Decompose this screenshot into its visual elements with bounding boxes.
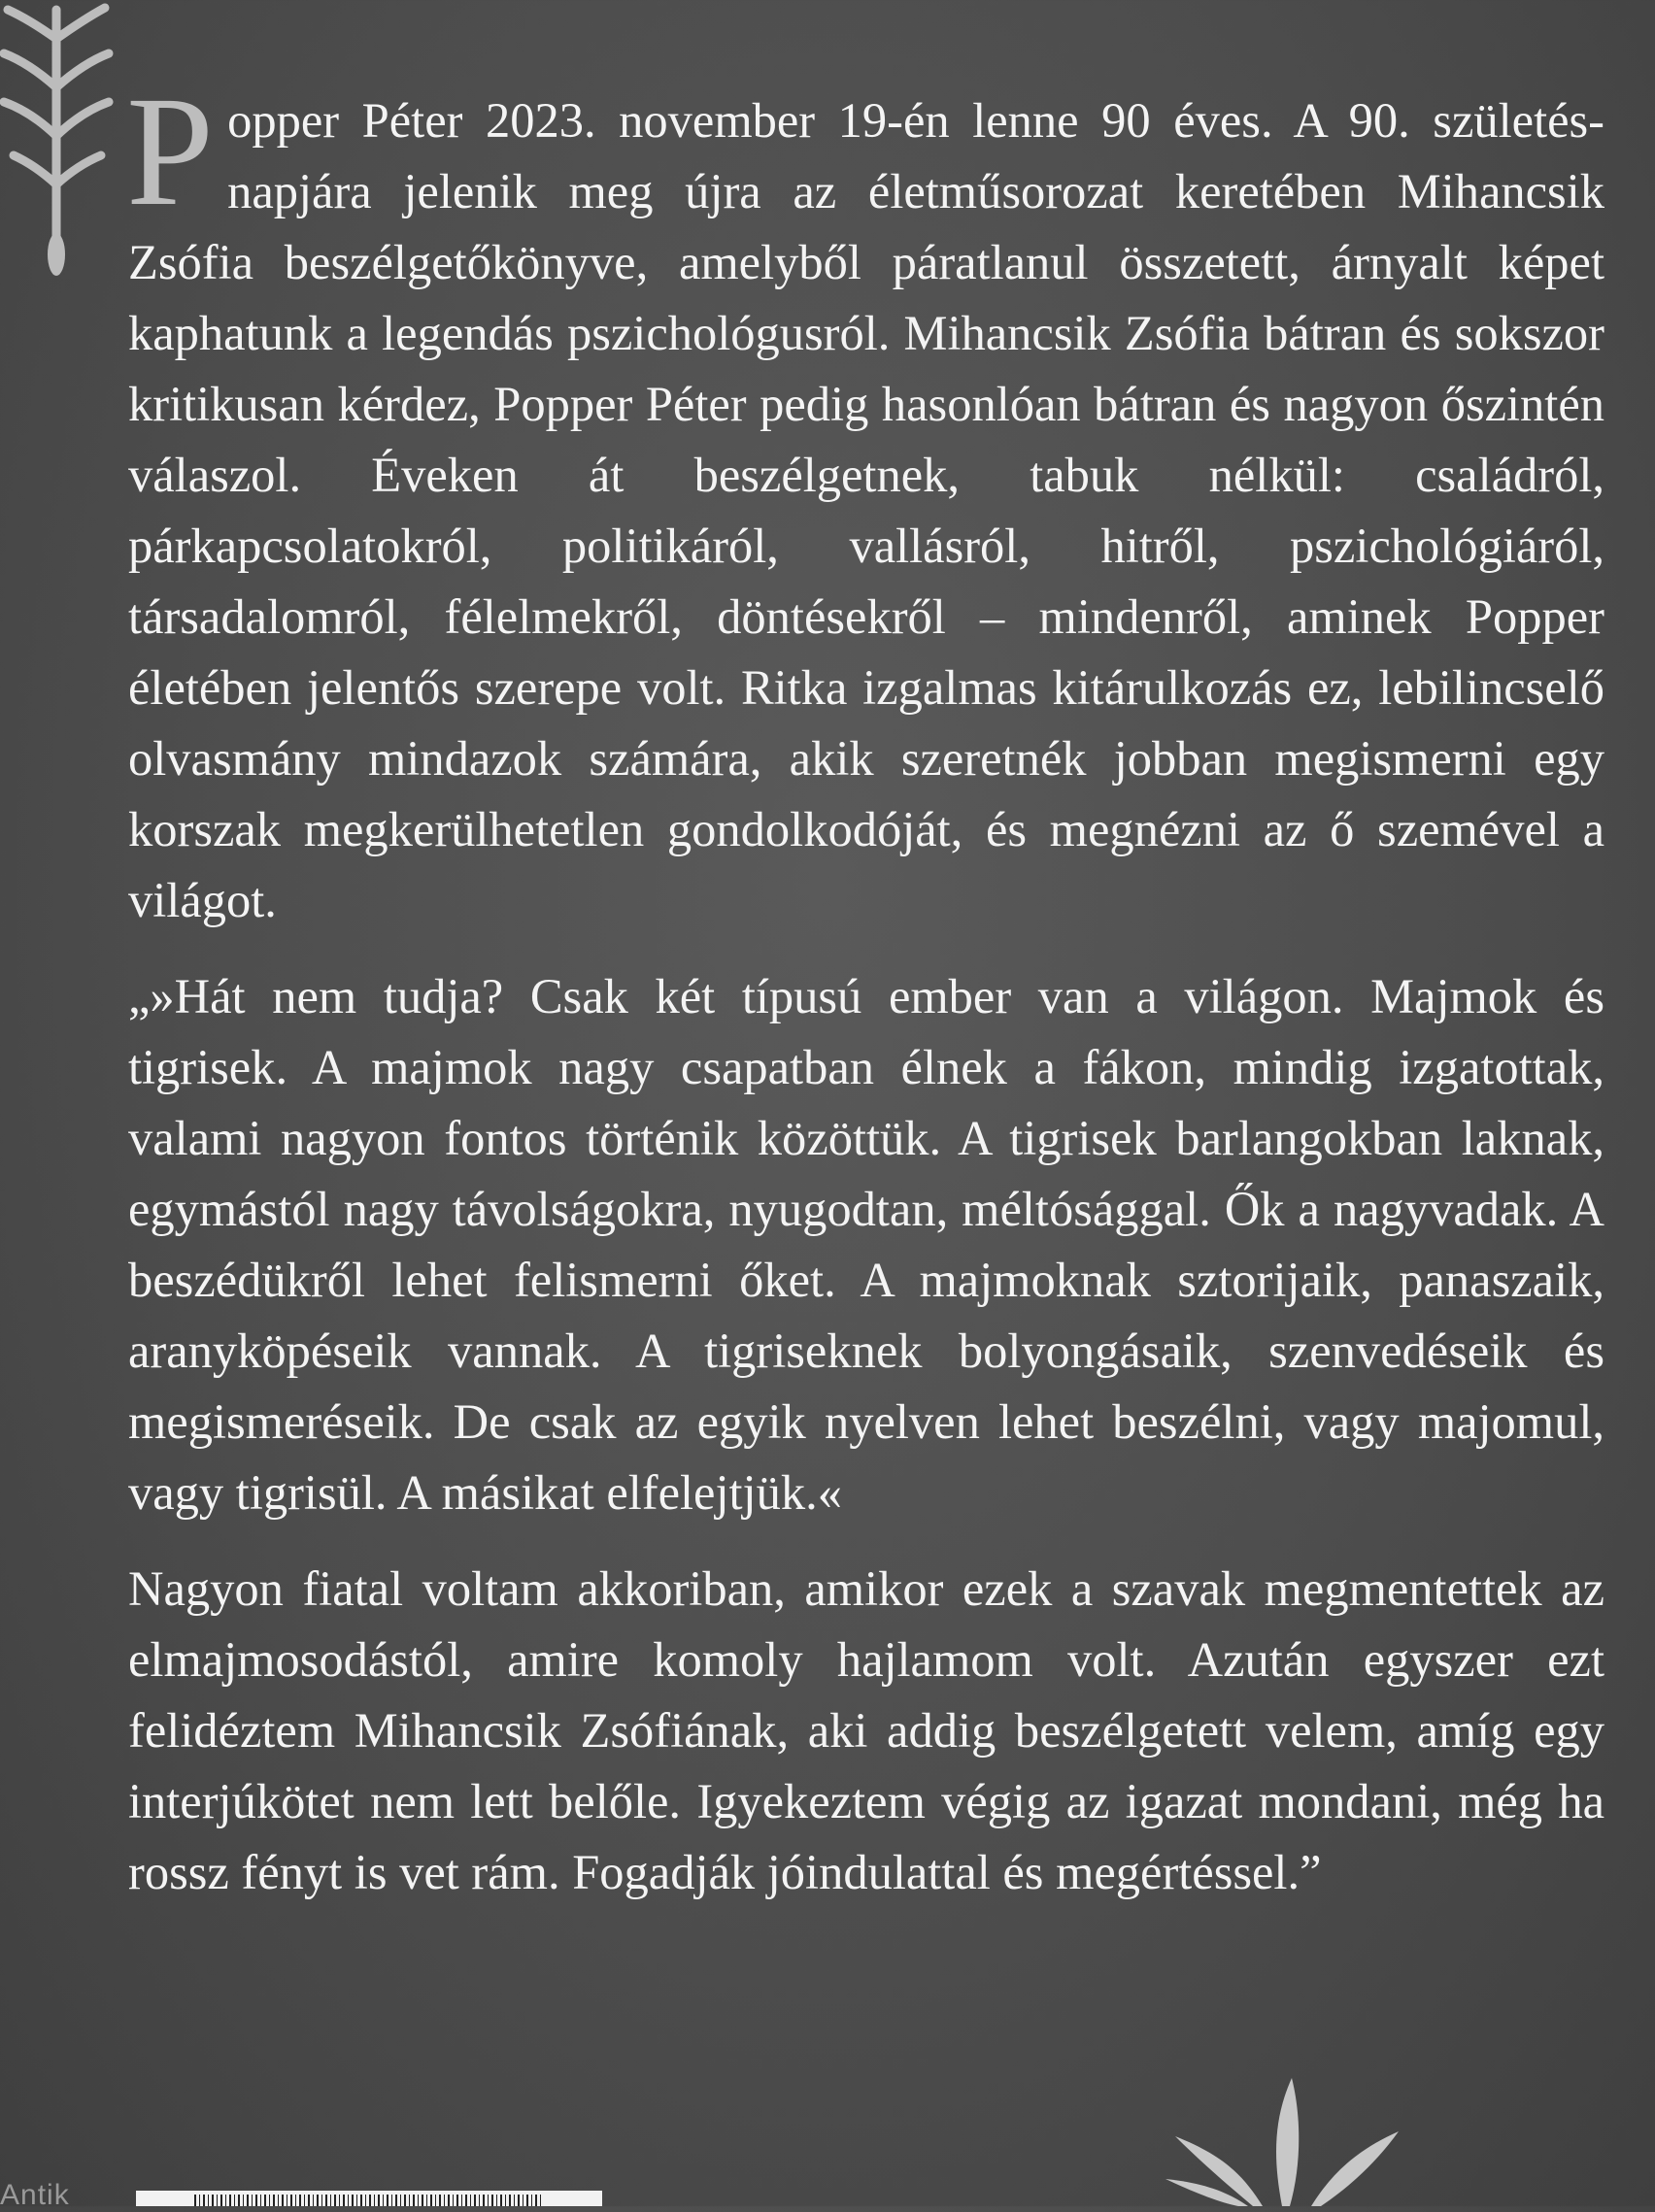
- publisher-logo-fragment: Antik: [0, 2179, 70, 2211]
- barcode-icon: [194, 2195, 544, 2206]
- closing-paragraph: Nagyon fiatal voltam akkoriban, amikor ezek a szavak megmentettek az elmajmosodástól, amire komoly hajlamom volt. Azután egyszer ezt felidéztem Mihancsik Zsófiának, aki addig beszélgetett velem, amíg egy interjúkötet nem lett belőle. Igyekeztem végig az igazat mondani, még ha rossz fényt is vet rám. Fogadják jóindulattal és megértéssel.”: [128, 1561, 1604, 1899]
- drop-cap: P: [126, 65, 215, 239]
- barcode-sticker: [136, 2191, 602, 2206]
- blurb-text: [126, 65, 1604, 1933]
- quote-paragraph: „»Hát nem tudja? Csak két típusú ember van a világon. Majmok és tigrisek. A majmok nagy csapatban élnek a fákon, mindig izgatottak, valami nagyon fontos történik közöttük. A tigrisek barlangokban laknak, egymástól nagy távolságokra, nyugodtan, méltósággal. Ők a nagyvadak. A beszédükről lehet felismerni őket. A majmoknak sztorijaik, panaszaik, aranyköpéseik vannak. A tigriseknek bolyongásaik, szenvedéseik és megismeréseik. De csak az egyik nyelven lehet beszélni, vagy majomul, vagy tigrisül. A másikat elfelejtjük.«: [128, 969, 1604, 1520]
- fern-branch-icon: [0, 0, 126, 282]
- leaf-cluster-icon: [1156, 2078, 1408, 2206]
- intro-paragraph: [126, 65, 1604, 936]
- intro-paragraph-text: opper Péter 2023. november 19-én lenne 90 éves. A 90. születés-napjára jelenik meg újra az életműsorozat keretében Mihancsik Zsófia beszélgetőkönyve, amelyből páratlanul összetett, árnyalt képet kaphatunk a legendás pszichológusról. Mihancsik Zsófia bátran és sokszor kritikusan kérdez, Popper Péter pedig hasonlóan bátran és nagyon őszintén válaszol. Éveken át beszélgetnek, tabuk nélkül: családról, párkapcsolatokról, politikáról, vallásról, hitről, pszichológiáról, társadalomról, félelmekről, döntésekről – mindenről, aminek Popper életében jelentős szerepe volt. Ritka izgalmas kitárulkozás ez, lebilincselő olvasmány mindazok számára, akik szeretnék jobban megismerni egy korszak megkerülhetetlen gondolkodóját, és megnézni az ő szemével a világot.: [128, 93, 1604, 927]
